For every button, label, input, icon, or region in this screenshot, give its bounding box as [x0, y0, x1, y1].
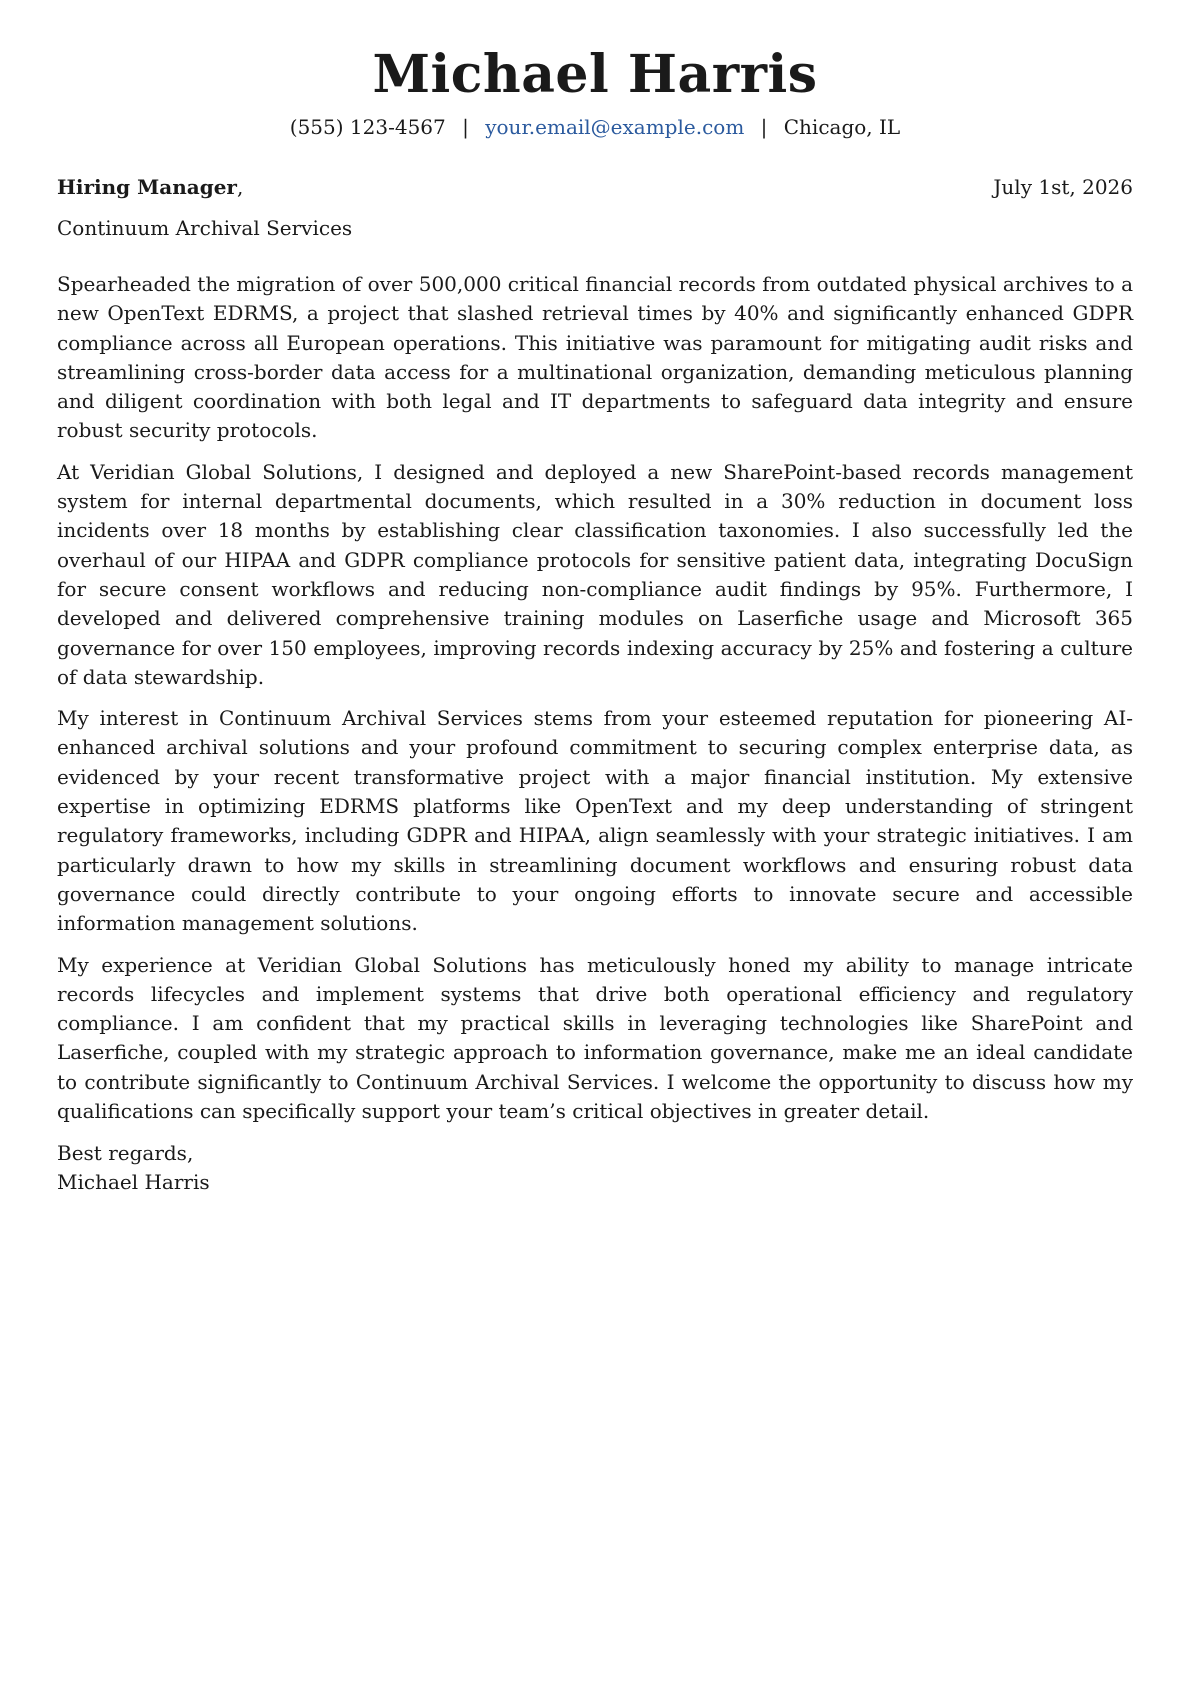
applicant-name: Michael Harris	[372, 44, 818, 105]
recipient-row	[57, 174, 1133, 200]
contact-separator: |	[462, 115, 469, 139]
letter-body	[57, 270, 1133, 1126]
contact-separator: |	[760, 115, 768, 139]
contact-line	[57, 114, 1133, 140]
recipient-company: Continuum Archival Services	[57, 216, 353, 240]
letter-closing	[57, 1139, 1133, 1197]
recipient-greeting	[57, 174, 243, 200]
phone-number: (555) 123-4567	[289, 115, 446, 139]
recipient-title: Hiring Manager	[57, 175, 237, 199]
letter-date: July 1st, 2026	[993, 175, 1133, 199]
location: Chicago, IL	[783, 115, 901, 139]
body-paragraph: Spearheaded the migration of over 500,000 critical financial records from outdated physical archives to a new OpenText EDRMS, a project that slashed retrieval times by 40% and significantly enhanced GDPR compliance across all European operations. This initiative was paramount for mitigating audit risks and streamlining cross-border data access for a multinational organization, demanding meticulous planning and diligent coordination with both legal and IT departments to safeguard data integrity and ensure robust security protocols.	[57, 272, 1133, 443]
closing-signature: Michael Harris	[57, 1170, 210, 1195]
body-paragraph: My interest in Continuum Archival Services stems from your esteemed reputation for pioneering AI-enhanced archival solutions and your profound commitment to securing complex enterprise data, as evidenced by your recent transformative project with a major financial institution. My extensive expertise in optimizing EDRMS platforms like OpenText and my deep understanding of stringent regulatory frameworks, including GDPR and HIPAA, align seamlessly with your strategic initiatives. I am particularly drawn to how my skills in streamlining document workflows and ensuring robust data governance could directly contribute to your ongoing efforts to innovate secure and accessible information management solutions.	[57, 706, 1133, 936]
closing-salutation: Best regards,	[57, 1141, 194, 1166]
body-paragraph: At Veridian Global Solutions, I designed and deployed a new SharePoint-based records management system for internal departmental documents, which resulted in a 30% reduction in document loss incidents over 18 months by establishing clear classification taxonomies. I also successfully led the overhaul of our HIPAA and GDPR compliance protocols for sensitive patient data, integrating DocuSign for secure consent workflows and reducing non-compliance audit findings by 95%. Furthermore, I developed and delivered comprehensive training modules on Laserfiche usage and Microsoft 365 governance for over 150 employees, improving records indexing accuracy by 25% and fostering a culture of data stewardship.	[57, 459, 1133, 689]
body-paragraph: My experience at Veridian Global Solutions has meticulously honed my ability to manage intricate records lifecycles and implement systems that drive both operational efficiency and regulatory compliance. I am confident that my practical skills in leveraging technologies like SharePoint and Laserfiche, coupled with my strategic approach to information governance, make me an ideal candidate to contribute significantly to Continuum Archival Services. I welcome the opportunity to discuss how my qualifications can specifically support your team’s critical objectives in greater detail.	[57, 952, 1133, 1124]
email-link[interactable]: your.email@example.com	[485, 115, 745, 139]
recipient-title-suffix: ,	[236, 175, 244, 199]
letter-header	[57, 0, 1133, 140]
